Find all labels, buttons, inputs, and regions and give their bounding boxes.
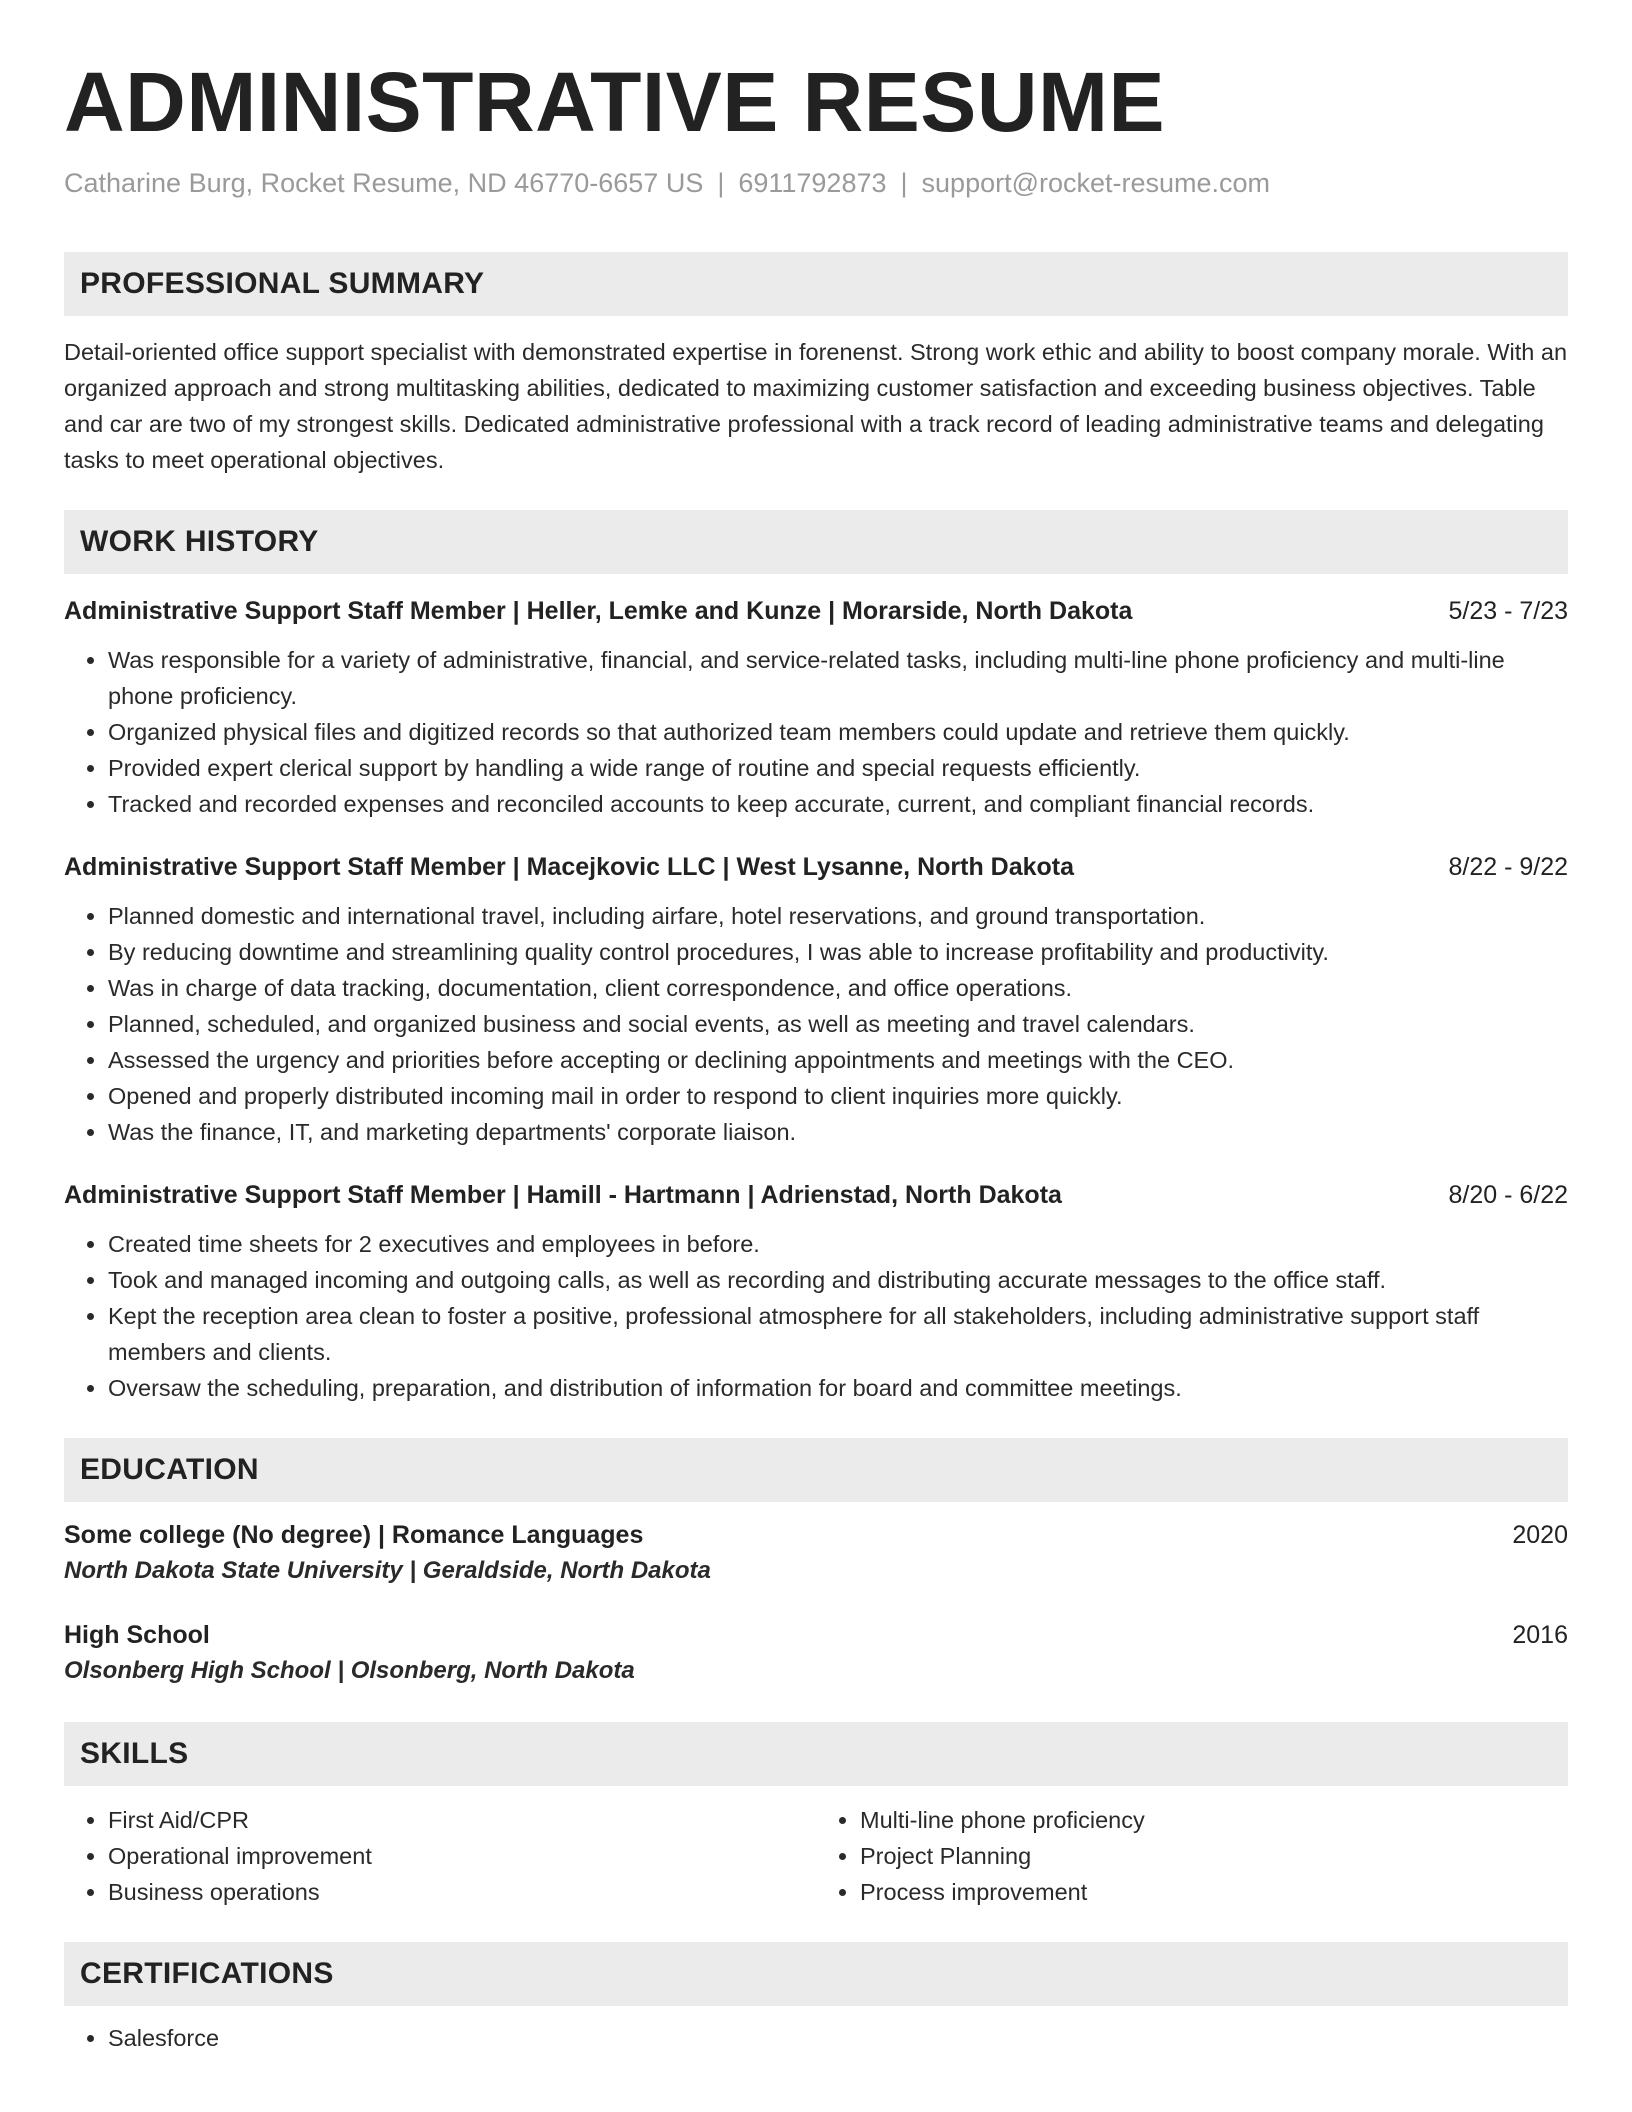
education-degree: Some college (No degree) | Romance Languages [64,1521,644,1549]
job-bullets [64,1226,1568,1406]
job-entry [64,850,1568,1150]
skill-item: • Multi-line phone proficiency [860,1802,1568,1838]
job-bullet: • Assessed the urgency and priorities before accepting or declining appointments and meetings with the CEO. [108,1042,1568,1078]
job-dates: 8/22 - 9/22 [1448,853,1568,881]
job-bullet: • Kept the reception area clean to foster a positive, professional atmosphere for all stakeholders, including administrative support staff members and clients. [108,1298,1568,1370]
job-dates: 5/23 - 7/23 [1448,597,1568,625]
section-header-skills: SKILLS [64,1722,1568,1786]
skills-column-right [816,1802,1568,1910]
skill-item: • Project Planning [860,1838,1568,1874]
education-header [64,1618,1568,1652]
skill-item: • Operational improvement [108,1838,816,1874]
summary-text: Detail-oriented office support specialist with demonstrated expertise in forenenst. Strong work ethic and ability to boost company morale. With an organized approach and strong multitasking abilities, dedicated to maximizing customer satisfaction and exceeding business objectives. Table and car are two of my strongest skills. Dedicated administrative professional with a track record of leading administrative teams and delegating tasks to meet operational objectives. [64,339,1568,473]
education-header [64,1518,1568,1552]
education-degree: High School [64,1621,210,1649]
job-header [64,1178,1568,1212]
job-bullet: • Tracked and recorded expenses and reconciled accounts to keep accurate, current, and compliant financial records. [108,786,1568,822]
job-bullet: • Was responsible for a variety of administrative, financial, and service-related tasks, including multi-line phone proficiency and multi-line phone proficiency. [108,642,1568,714]
education-entry [64,1618,1568,1690]
skill-item: • Business operations [108,1874,816,1910]
job-entry [64,594,1568,822]
job-header [64,594,1568,628]
job-bullet: • Planned, scheduled, and organized business and social events, as well as meeting and travel calendars. [108,1006,1568,1042]
job-dates: 8/20 - 6/22 [1448,1181,1568,1209]
job-bullet: • Was the finance, IT, and marketing departments' corporate liaison. [108,1114,1568,1150]
job-title: Administrative Support Staff Member | Macejkovic LLC | West Lysanne, North Dakota [64,853,1075,881]
skills-grid [64,1802,1568,1910]
contact-address: Catharine Burg, Rocket Resume, ND 46770-6657 US [64,168,704,198]
job-bullets [64,642,1568,822]
skills-column-left [64,1802,816,1910]
job-bullet: • Provided expert clerical support by handling a wide range of routine and special requests efficiently. [108,750,1568,786]
job-bullet: • Created time sheets for 2 executives and employees in before. [108,1226,1568,1262]
skill-item: • Process improvement [860,1874,1568,1910]
certifications-list [64,2020,1568,2056]
section-header-summary: PROFESSIONAL SUMMARY [64,252,1568,316]
job-bullets [64,898,1568,1150]
contact-phone: 6911792873 [738,168,887,198]
education-school: North Dakota State University | Geraldside, North Dakota [64,1557,711,1584]
job-entry [64,1178,1568,1406]
job-bullet: • Took and managed incoming and outgoing calls, as well as recording and distributing accurate messages to the office staff. [108,1262,1568,1298]
job-title: Administrative Support Staff Member | Hamill - Hartmann | Adrienstad, North Dakota [64,1181,1062,1209]
resume-title: ADMINISTRATIVE RESUME [64,55,1165,149]
section-header-education: EDUCATION [64,1438,1568,1502]
education-year: 2016 [1512,1621,1568,1649]
education-entry [64,1518,1568,1590]
skill-item: • First Aid/CPR [108,1802,816,1838]
section-header-certifications: CERTIFICATIONS [64,1942,1568,2006]
job-bullet: • Was in charge of data tracking, documentation, client correspondence, and office operations. [108,970,1568,1006]
section-header-work-history: WORK HISTORY [64,510,1568,574]
job-title: Administrative Support Staff Member | Heller, Lemke and Kunze | Morarside, North Dakota [64,597,1133,625]
job-bullet: • Opened and properly distributed incoming mail in order to respond to client inquiries more quickly. [108,1078,1568,1114]
certification-item: • Salesforce [108,2020,1568,2056]
contact-line [64,166,1568,200]
job-bullet: • Planned domestic and international travel, including airfare, hotel reservations, and ground transportation. [108,898,1568,934]
contact-email: support@rocket-resume.com [921,168,1271,198]
job-bullet: • Organized physical files and digitized records so that authorized team members could update and retrieve them quickly. [108,714,1568,750]
education-year: 2020 [1512,1521,1568,1549]
contact-separator: | [900,168,908,198]
education-school: Olsonberg High School | Olsonberg, North Dakota [64,1657,635,1684]
job-bullet: • By reducing downtime and streamlining quality control procedures, I was able to increase profitability and productivity. [108,934,1568,970]
contact-separator: | [717,168,725,198]
job-header [64,850,1568,884]
job-bullet: • Oversaw the scheduling, preparation, and distribution of information for board and committee meetings. [108,1370,1568,1406]
